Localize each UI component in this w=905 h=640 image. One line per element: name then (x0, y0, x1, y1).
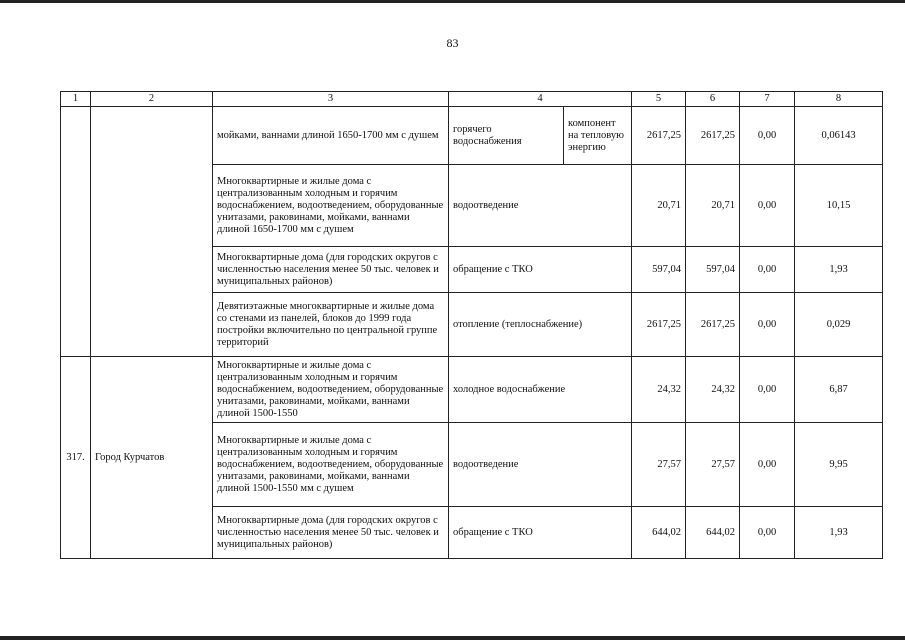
value-col5: 24,32 (632, 357, 686, 423)
value-col8: 0,06143 (795, 107, 883, 165)
component-cell: компонент на тепловую энергию (564, 107, 632, 165)
service-cell: водоотведение (449, 165, 632, 247)
service-cell: отопление (теплоснабжение) (449, 293, 632, 357)
service-cell: водоотведение (449, 423, 632, 507)
service-cell: горячего водоснабжения (449, 107, 564, 165)
header-col-2: 2 (91, 92, 213, 107)
value-col7: 0,00 (740, 357, 795, 423)
description-cell: Многоквартирные дома (для городских округов с численностью населения менее 50 тыс. человек и муниципальных районов) (213, 247, 449, 293)
value-col5: 20,71 (632, 165, 686, 247)
value-col7: 0,00 (740, 507, 795, 559)
value-col8: 10,15 (795, 165, 883, 247)
header-col-4: 4 (449, 92, 632, 107)
value-col6: 24,32 (686, 357, 740, 423)
tariff-table (60, 91, 883, 559)
value-col7: 0,00 (740, 165, 795, 247)
service-cell: холодное водоснабжение (449, 357, 632, 423)
value-col6: 27,57 (686, 423, 740, 507)
header-col-3: 3 (213, 92, 449, 107)
value-col7: 0,00 (740, 247, 795, 293)
value-col7: 0,00 (740, 293, 795, 357)
value-col5: 27,57 (632, 423, 686, 507)
table-row (61, 357, 883, 423)
value-col8: 0,029 (795, 293, 883, 357)
value-col6: 20,71 (686, 165, 740, 247)
description-cell: Девятиэтажные многоквартирные и жилые дома со стенами из панелей, блоков до 1999 года постройки включительно по центральной группе территорий (213, 293, 449, 357)
top-rule (0, 0, 905, 3)
value-col6: 2617,25 (686, 293, 740, 357)
service-cell: обращение с ТКО (449, 507, 632, 559)
value-col8: 6,87 (795, 357, 883, 423)
value-col7: 0,00 (740, 423, 795, 507)
value-col6: 597,04 (686, 247, 740, 293)
value-col5: 2617,25 (632, 293, 686, 357)
header-col-5: 5 (632, 92, 686, 107)
description-cell: Многоквартирные и жилые дома с централизованным холодным и горячим водоснабжением, водоотведением, оборудованные унитазами, раковинами, мойками, ваннами длиной 1650-1700 мм с душем (213, 165, 449, 247)
municipality-cell (91, 107, 213, 357)
bottom-rule (0, 636, 905, 640)
municipality-cell: Город Курчатов (91, 357, 213, 559)
service-cell: обращение с ТКО (449, 247, 632, 293)
value-col5: 644,02 (632, 507, 686, 559)
value-col8: 1,93 (795, 507, 883, 559)
description-cell: мойками, ваннами длиной 1650-1700 мм с душем (213, 107, 449, 165)
value-col5: 597,04 (632, 247, 686, 293)
value-col7: 0,00 (740, 107, 795, 165)
row-number-cell (61, 107, 91, 357)
value-col8: 9,95 (795, 423, 883, 507)
value-col8: 1,93 (795, 247, 883, 293)
row-number-cell: 317. (61, 357, 91, 559)
header-col-7: 7 (740, 92, 795, 107)
value-col6: 644,02 (686, 507, 740, 559)
description-cell: Многоквартирные и жилые дома с централизованным холодным и горячим водоснабжением, водоотведением, оборудованные унитазами, раковинами, мойками, ваннами длиной 1500-1550 мм с душем (213, 423, 449, 507)
header-col-6: 6 (686, 92, 740, 107)
header-row (61, 92, 883, 107)
table-row (61, 107, 883, 165)
header-col-1: 1 (61, 92, 91, 107)
description-cell: Многоквартирные и жилые дома с централизованным холодным и горячим водоснабжением, водоотведением, оборудованные унитазами, раковинами, мойками, ваннами длиной 1500-1550 (213, 357, 449, 423)
description-cell: Многоквартирные дома (для городских округов с численностью населения менее 50 тыс. человек и муниципальных районов) (213, 507, 449, 559)
value-col6: 2617,25 (686, 107, 740, 165)
page-number: 83 (446, 36, 459, 50)
header-col-8: 8 (795, 92, 883, 107)
value-col5: 2617,25 (632, 107, 686, 165)
